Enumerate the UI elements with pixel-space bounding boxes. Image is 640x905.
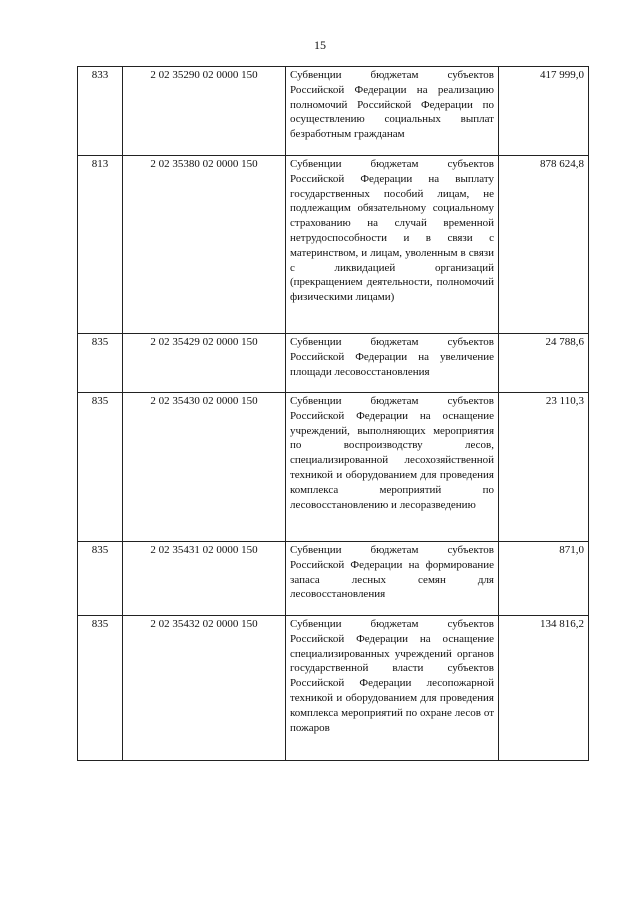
amount-cell: 134 816,2: [499, 616, 589, 761]
table-row: [78, 156, 589, 334]
amount-cell: 417 999,0: [499, 67, 589, 156]
amount-cell: 878 624,8: [499, 156, 589, 334]
revenue-code-cell: 2 02 35430 02 0000 150: [123, 393, 286, 542]
table-row: [78, 616, 589, 761]
amount-cell: 23 110,3: [499, 393, 589, 542]
revenue-code-cell: 2 02 35431 02 0000 150: [123, 542, 286, 616]
revenue-code-cell: 2 02 35429 02 0000 150: [123, 334, 286, 393]
revenue-name-cell: Субвенции бюджетам субъектов Российской Федерации на оснащение специализированных учреждений органов государственной власти субъектов Российской Федерации лесопожарной техникой и оборудованием для проведения комплекса мероприятий по охране лесов от пожаров: [286, 616, 499, 761]
table-row: [78, 393, 589, 542]
table-row: [78, 67, 589, 156]
budget-revenue-table: [77, 66, 589, 761]
revenue-code-cell: 2 02 35290 02 0000 150: [123, 67, 286, 156]
page-number: 15: [314, 38, 326, 52]
revenue-name-cell: Субвенции бюджетам субъектов Российской Федерации на реализацию полномочий Российской Федерации по осуществлению социальных выплат безработным гражданам: [286, 67, 499, 156]
table-row: [78, 542, 589, 616]
admin-code-cell: 835: [78, 334, 123, 393]
admin-code-cell: 813: [78, 156, 123, 334]
revenue-name-cell: Субвенции бюджетам субъектов Российской Федерации на увеличение площади лесовосстановления: [286, 334, 499, 393]
revenue-name-cell: Субвенции бюджетам субъектов Российской Федерации на выплату государственных пособий лицам, не подлежащим обязательному социальному страхованию на случай временной нетрудоспособности и в связи с материнством, и лицам, уволенным в связи с ликвидацией организаций (прекращением деятельности, полномочий физическими лицами): [286, 156, 499, 334]
admin-code-cell: 835: [78, 542, 123, 616]
revenue-name-cell: Субвенции бюджетам субъектов Российской Федерации на оснащение учреждений, выполняющих мероприятия по воспроизводству лесов, специализированной лесохозяйственной техникой и оборудованием для проведения комплекса мероприятий по лесовосстановлению и лесоразведению: [286, 393, 499, 542]
revenue-code-cell: 2 02 35432 02 0000 150: [123, 616, 286, 761]
admin-code-cell: 835: [78, 616, 123, 761]
amount-cell: 871,0: [499, 542, 589, 616]
admin-code-cell: 835: [78, 393, 123, 542]
table-row: [78, 334, 589, 393]
revenue-name-cell: Субвенции бюджетам субъектов Российской Федерации на формирование запаса лесных семян для лесовосстановления: [286, 542, 499, 616]
admin-code-cell: 833: [78, 67, 123, 156]
amount-cell: 24 788,6: [499, 334, 589, 393]
revenue-code-cell: 2 02 35380 02 0000 150: [123, 156, 286, 334]
